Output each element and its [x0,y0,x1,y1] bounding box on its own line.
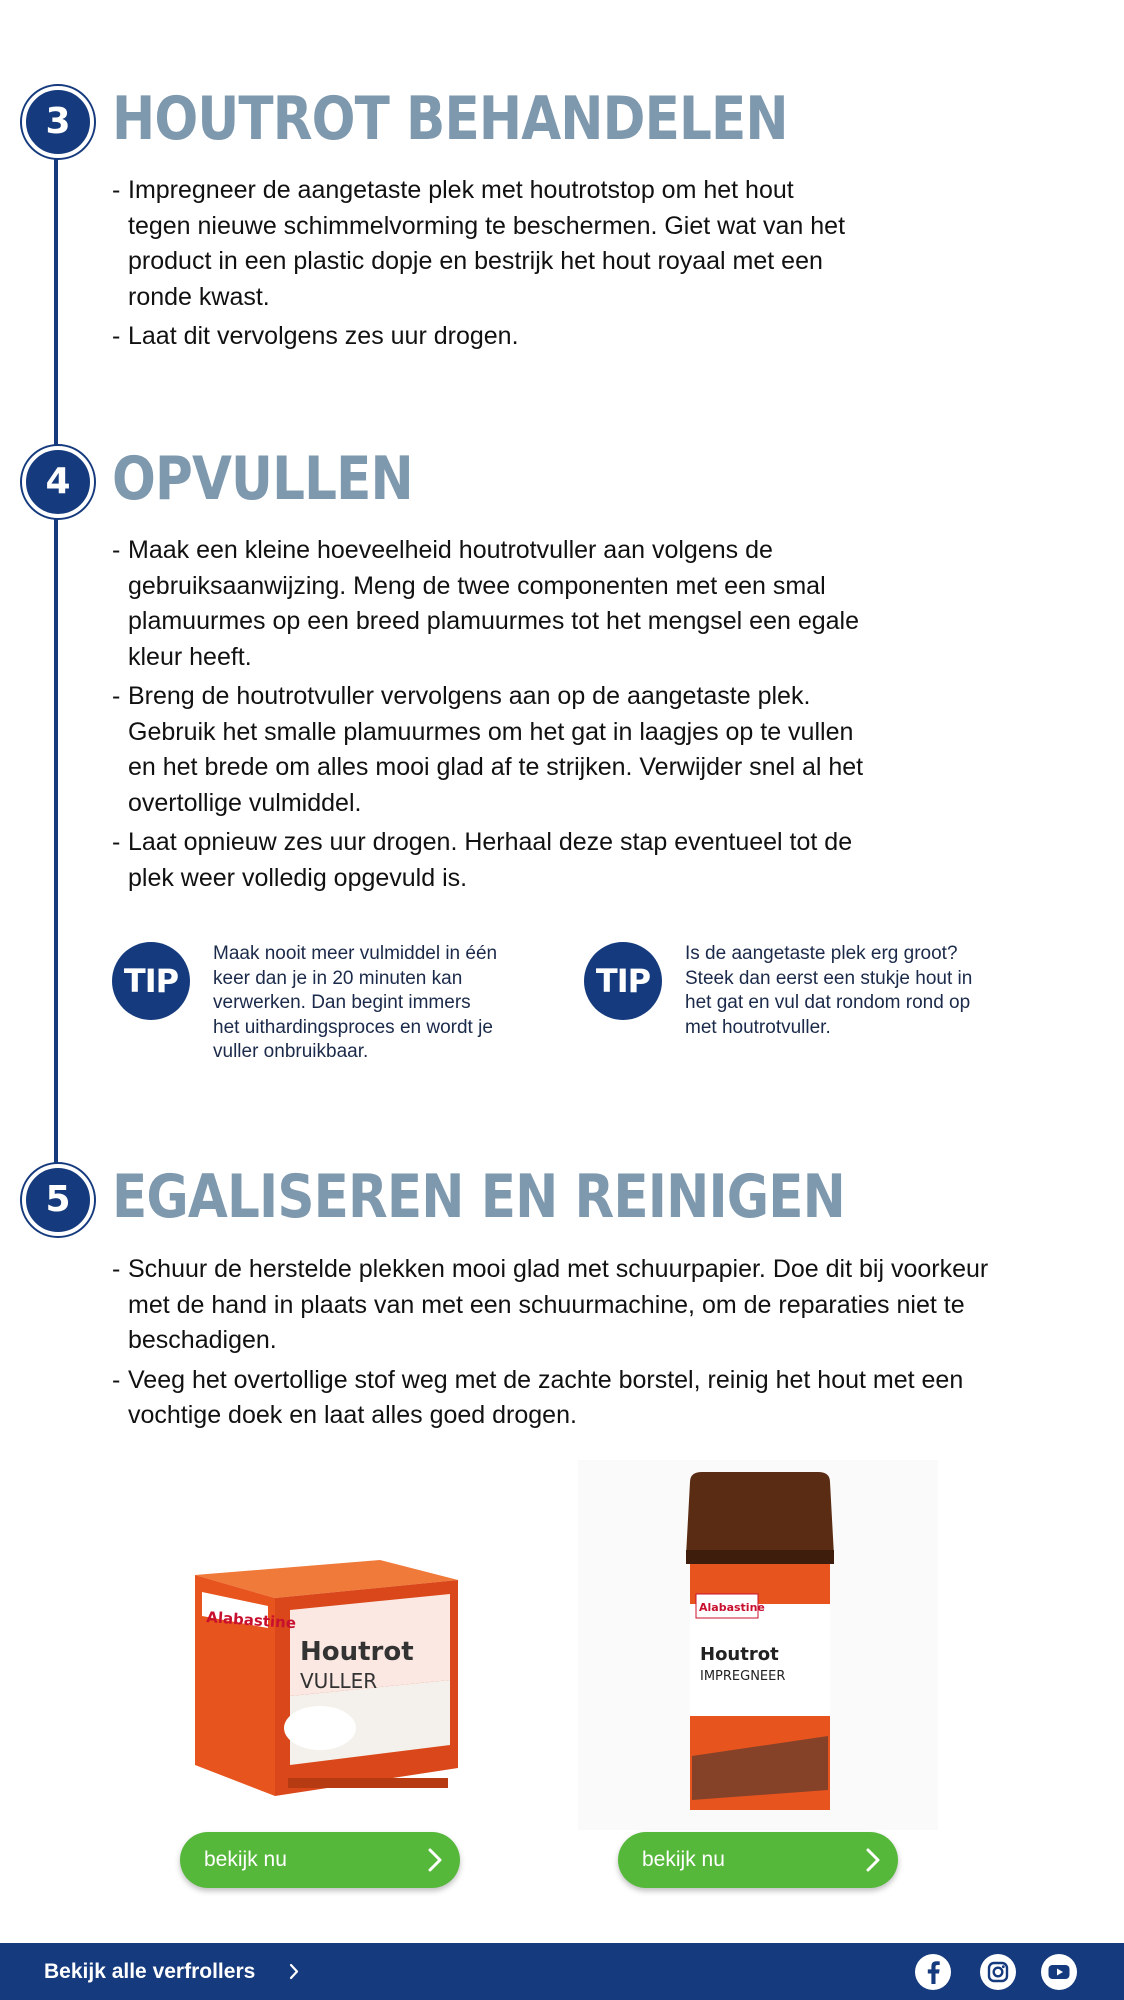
tip-line: keer dan je in 20 minuten kan [213,967,463,989]
step-number-5: 5 [22,1164,94,1236]
bullet-line: gebruiksaanwijzing. Meng de twee componenten met een smal [128,571,826,600]
bullet-line: Laat dit vervolgens zes uur drogen. [128,322,519,350]
step-3-bullets [112,173,932,359]
bullet-line: en het brede om alles mooi glad af te strijken. Verwijder snel al het [128,753,864,781]
bullet-item: - Veeg het overtollige stof weg met de zachte borstel, reinig het hout met een vochtige doek en laat alles goed drogen. [112,1365,964,1429]
bullet-item: - Schuur de herstelde plekken mooi glad met schuurpapier. Doe dit bij voorkeur met de hand in plaats van met een schuurmachine, om de reparaties niet te beschadigen. [112,1255,989,1354]
step-4-bullets [112,533,952,900]
bullet-line: Breng de houtrotvuller vervolgens aan op de aangetaste plek. [128,682,811,710]
bullet-line: Veeg het overtollige stof weg met de zachte borstel, reinig het hout met een [128,1365,964,1394]
bullet-line: Schuur de herstelde plekken mooi glad met schuurpapier. Doe dit bij voorkeur [128,1255,989,1283]
tip-line: Is de aangetaste plek erg groot? [685,943,958,964]
footer-link-label: Bekijk alle verfrollers [44,1960,256,1983]
bullet-line: Laat opnieuw zes uur drogen. Herhaal deze stap eventueel tot de [128,828,853,856]
bullet-line: tegen nieuwe schimmelvorming te beschermen. Giet wat van het [128,211,846,240]
bullet-line: Maak een kleine hoeveelheid houtrotvuller aan volgens de [128,536,773,564]
step-title-houtrot-behandelen: HOUTROT BEHANDELEN [112,84,788,154]
bullet-item: - Impregneer de aangetaste plek met houtrotstop om het hout tegen nieuwe schimmelvorming te beschermen. Giet wat van het product in een plastic dopje en bestrijk het hout royaal met een ronde kwast. [112,176,846,311]
bekijk-nu-label: bekijk nu [642,1848,725,1871]
product-name-line2: IMPREGNEER [700,1669,786,1684]
bullet-line: plamuurmes op een breed plamuurmes tot het mengsel een egale [128,607,859,635]
bullet-item: - Maak een kleine hoeveelheid houtrotvuller aan volgens de gebruiksaanwijzing. Meng de twee componenten met een smal plamuurmes op een breed plamuurmes tot het mengsel een egale kleur heeft. [112,536,859,671]
tip-line: het gat en vul dat rondom rond op [685,992,971,1013]
step-title-opvullen: OPVULLEN [112,444,413,514]
tip-line: met houtrotvuller. [685,1016,831,1038]
step-number-3: 3 [22,86,94,158]
bekijk-nu-button[interactable] [180,1832,460,1888]
tip-line: verwerken. Dan begint immers [213,992,471,1013]
bullet-line: ronde kwast. [128,282,270,311]
facebook-icon[interactable] [915,1954,951,1990]
bullet-line: Gebruik het smalle plamuurmes om het gat in laagjes op te vullen [128,717,854,746]
bullet-line: met de hand in plaats van met een schuurmachine, om de reparaties niet te [128,1290,965,1319]
product-image-houtrot-vuller[interactable] [140,1460,500,1830]
bullet-line: overtollige vulmiddel. [128,788,362,817]
tip-badge: TIP [584,942,662,1020]
bekijk-nu-label: bekijk nu [204,1848,287,1871]
product-brand-text: Alabastine [699,1601,765,1614]
bullet-line: product in een plastic dopje en bestrijk het hout royaal met een [128,247,823,275]
tip-text [213,942,538,1065]
step-number-4: 4 [22,446,94,518]
tip-line: vuller onbruikbaar. [213,1041,369,1062]
instagram-icon[interactable] [980,1954,1016,1990]
bullet-item: - Laat dit vervolgens zes uur drogen. [112,322,519,350]
product-image-houtrot-impregneer[interactable] [578,1460,938,1830]
bullet-item: - Breng de houtrotvuller vervolgens aan op de aangetaste plek. Gebruik het smalle plamuurmes om het gat in laagjes op te vullen en het brede om alles mooi glad af te strijken. Verwijder snel al het overtollige vulmiddel. [112,682,864,817]
bullet-line: kleur heeft. [128,642,252,671]
tip-card-2 [584,942,1014,1072]
bullet-line: plek weer volledig opgevuld is. [128,863,468,892]
chevron-right-icon [428,1848,442,1872]
tip-line: het uithardingsproces en wordt je [213,1016,493,1038]
chevron-right-icon [866,1848,880,1872]
bekijk-nu-button[interactable] [618,1832,898,1888]
tip-line: Maak nooit meer vulmiddel in één [213,943,498,964]
chevron-right-icon [289,1963,299,1980]
bullet-line: beschadigen. [128,1326,277,1354]
product-box-illustration [140,1460,500,1830]
step-5-bullets [112,1252,1072,1438]
bullet-line: Impregneer de aangetaste plek met houtrotstop om het hout [128,176,794,204]
tip-text [685,942,1010,1040]
youtube-icon[interactable] [1041,1954,1077,1990]
bullet-item: - Laat opnieuw zes uur drogen. Herhaal deze stap eventueel tot de plek weer volledig opgevuld is. [112,828,853,892]
bullet-line: vochtige doek en laat alles goed drogen. [128,1401,577,1429]
product-name-line2: VULLER [300,1669,378,1693]
footer-bar [0,1943,1124,2000]
product-brand-text: Alabastine [205,1608,297,1633]
tip-line: Steek dan eerst een stukje hout in [685,967,973,989]
step-title-egaliseren-en-reinigen: EGALISEREN EN REINIGEN [112,1162,845,1232]
product-can-illustration [578,1460,938,1830]
step-timeline [54,122,58,1202]
bekijk-alle-verfrollers-link[interactable] [44,1943,255,2000]
product-name-line1: Houtrot [300,1637,414,1667]
tip-badge: TIP [112,942,190,1020]
product-name-line1: Houtrot [700,1644,779,1665]
tip-card-1 [112,942,542,1072]
